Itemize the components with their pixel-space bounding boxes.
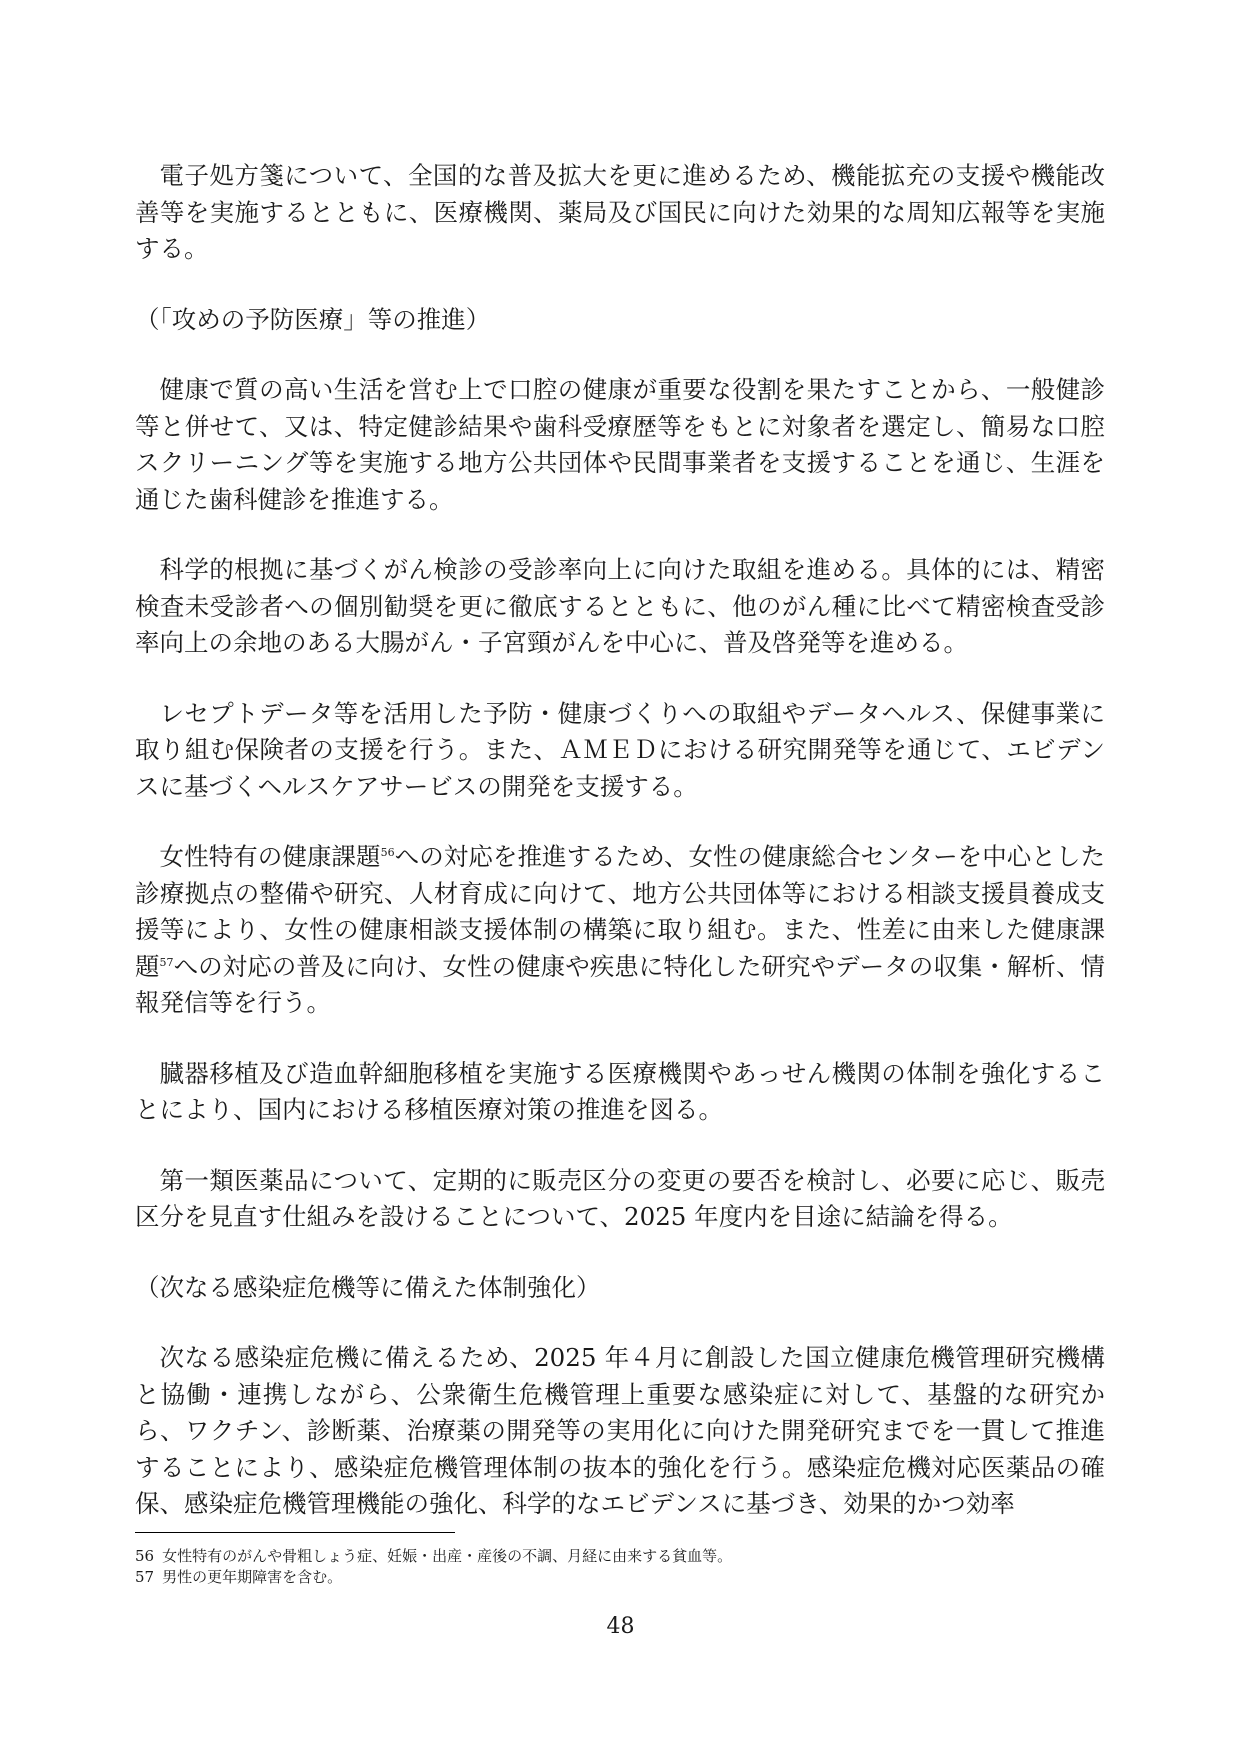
footnote-number: 57 [135,1568,155,1586]
paragraph-oral-health: 健康で質の高い生活を営む上で口腔の健康が重要な役割を果たすことから、一般健診等と併せて、又は、特定健診結果や歯科受療歴等をもとに対象者を選定し、簡易な口腔スクリーニング等を実施する地方公共団体や民間事業者を支援することを通じ、生涯を通じた歯科健診を推進する。 [135,375,1105,514]
document-body [135,158,1105,1557]
section-heading-infection-crisis: （次なる感染症危機等に備えた体制強化） [135,1272,601,1302]
footnotes [135,1546,1105,1588]
page-number: 48 [606,1614,635,1639]
footnote-text: 男性の更年期障害を含む。 [162,1568,343,1586]
paragraph-transplant: 臓器移植及び造血幹細胞移植を実施する医療機関やあっせん機関の体制を強化することにより、国内における移植医療対策の推進を図る。 [135,1058,1105,1124]
womens-health-text-b: への対応を推進するため、女性の健康総合センターを中心とした診療拠点の整備や研究、人材育成に向けて、地方公共団体等における相談支援員養成支援等により、女性の健康相談支援体制の構築に取り組む。また、性差に由来した健康課題 [135,842,1106,981]
paragraph-otc-drugs: 第一類医薬品について、定期的に販売区分の変更の要否を検討し、必要に応じ、販売区分を見直す仕組みを設けることについて、2025 年度内を目途に結論を得る。 [135,1165,1106,1231]
paragraph-infection-crisis: 次なる感染症危機に備えるため、2025 年４月に創設した国立健康危機管理研究機構と協働・連携しながら、公衆衛生危機管理上重要な感染症に対して、基盤的な研究から、ワクチン、診断薬、治療薬の開発等の実用化に向けた開発研究までを一貫して推進することにより、感染症危機管理体制の抜本的強化を行う。感染症危機対応医薬品の確保、感染症危機管理機能の強化、科学的なエビデンスに基づき、効果的かつ効率 [135,1343,1105,1518]
paragraph-cancer-screening: 科学的根拠に基づくがん検診の受診率向上に向けた取組を進める。具体的には、精密検査未受診者への個別勧奨を更に徹底するとともに、他のがん種に比べて精密検査受診率向上の余地のある大腸がん・子宮頸がんを中心に、普及啓発等を進める。 [135,555,1105,657]
footnote-56 [135,1546,1105,1567]
footnote-ref-56[interactable]: 56 [380,845,395,859]
footnote-text: 女性特有のがんや骨粗しょう症、妊娠・出産・産後の不調、月経に由来する貧血等。 [162,1547,733,1565]
womens-health-text-c: への対応の普及に向け、女性の健康や疾患に特化した研究やデータの収集・解析、情報発信等を行う。 [135,951,1105,1017]
paragraph-womens-health [135,839,1105,1022]
footnote-number: 56 [135,1547,155,1565]
paragraph-data-health: レセプトデータ等を活用した予防・健康づくりへの取組やデータヘルス、保健事業に取り組む保険者の支援を行う。また、ＡＭＥＤにおける研究開発等を通じて、エビデンスに基づくヘルスケアサービスの開発を支援する。 [135,698,1105,801]
footnote-divider [135,1532,455,1533]
footnote-ref-57[interactable]: 57 [159,955,174,969]
footnote-57 [135,1567,1105,1588]
paragraph-e-prescription: 電子処方箋について、全国的な普及拡大を更に進めるため、機能拡充の支援や機能改善等を実施するとともに、医療機関、薬局及び国民に向けた効果的な周知広報等を実施する。 [135,161,1105,263]
section-heading-preventive-medicine: （「攻めの予防医療」等の推進） [135,304,491,334]
womens-health-text-a: 女性特有の健康課題 [159,842,381,871]
